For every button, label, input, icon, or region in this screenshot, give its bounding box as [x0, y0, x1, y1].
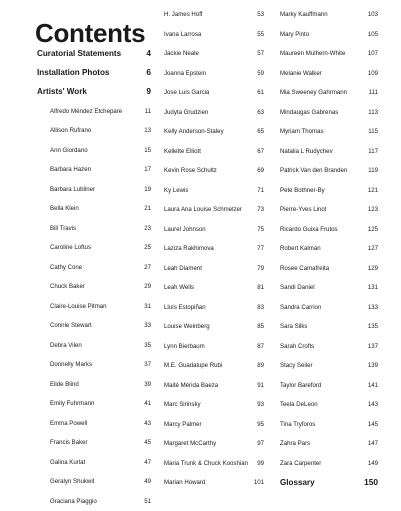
- toc-entry-title: Barbara Lubliner: [50, 185, 96, 193]
- toc-entry-title: Taylor Bareford: [280, 381, 322, 389]
- toc-entry: [280, 298, 378, 318]
- toc-entry: [37, 199, 151, 219]
- toc-entry-page-number: 9: [146, 86, 151, 97]
- toc-entry: [280, 44, 378, 64]
- toc-entry: [280, 454, 378, 474]
- toc-entry: [280, 278, 378, 298]
- toc-entry: [164, 64, 264, 84]
- toc-section-entry: [37, 82, 151, 101]
- toc-entry: [280, 376, 378, 396]
- toc-column-3: [280, 5, 378, 492]
- toc-entry-page-number: 139: [367, 362, 378, 369]
- toc-entry-page-number: 115: [368, 128, 378, 135]
- toc-entry-page-number: 93: [257, 401, 264, 408]
- toc-entry: [37, 433, 151, 453]
- toc-entry-title: Sara Silks: [280, 323, 308, 330]
- toc-entry-page-number: 83: [257, 303, 264, 311]
- toc-entry-title: Laura Ana Louise Schmelzer: [164, 206, 242, 213]
- toc-entry-page-number: 15: [144, 146, 151, 154]
- toc-entry-title: Ann Giordano: [50, 146, 88, 154]
- toc-entry: [280, 356, 378, 376]
- toc-entry-title: H. James Hoff: [164, 11, 203, 18]
- toc-entry: [164, 200, 264, 220]
- toc-entry-page-number: 41: [144, 400, 151, 408]
- toc-entry: [280, 317, 378, 337]
- toc-entry: [280, 239, 378, 259]
- toc-entry-title: Curatorial Statements: [37, 49, 122, 58]
- toc-entry: [164, 454, 264, 474]
- toc-entry-page-number: 63: [257, 108, 264, 116]
- toc-entry: [37, 453, 151, 473]
- toc-entry-page-number: 123: [367, 206, 378, 213]
- toc-entry-page-number: 103: [367, 11, 378, 18]
- toc-entry-page-number: 75: [257, 225, 264, 233]
- toc-entry: [164, 415, 264, 435]
- toc-entry-title: Maureen Mulhern-White: [280, 50, 346, 57]
- toc-entry-title: Connie Stewart: [50, 322, 92, 330]
- toc-column-1: [37, 44, 151, 511]
- toc-entry: [37, 336, 151, 356]
- toc-entry-title: Sarah Crofts: [280, 342, 315, 350]
- toc-entry: [164, 103, 264, 123]
- toc-entry-title: Judyta Grudzien: [164, 108, 209, 116]
- toc-entry-page-number: 137: [367, 342, 378, 350]
- toc-entry-page-number: 141: [367, 381, 378, 389]
- toc-entry: [37, 492, 151, 511]
- toc-section-entry: [280, 473, 378, 492]
- toc-entry-page-number: 31: [144, 302, 151, 310]
- toc-entry-page-number: 33: [144, 322, 151, 330]
- toc-entry: [37, 277, 151, 297]
- toc-entry: [164, 317, 264, 337]
- toc-entry: [164, 376, 264, 396]
- toc-entry: [164, 259, 264, 279]
- toc-entry: [164, 122, 264, 142]
- toc-entry-page-number: 11: [144, 107, 151, 115]
- toc-entry-title: Louise Weinberg: [164, 323, 210, 330]
- toc-entry-page-number: 127: [367, 245, 378, 252]
- toc-entry-page-number: 97: [257, 440, 264, 447]
- toc-section-entry: [37, 63, 151, 82]
- toc-entry-page-number: 61: [257, 89, 264, 96]
- toc-entry-title: Maité Mérida Baeza: [164, 381, 219, 389]
- toc-entry-title: Elide Blind: [50, 380, 79, 388]
- toc-entry: [280, 103, 378, 123]
- toc-entry: [37, 160, 151, 180]
- toc-entry-page-number: 149: [367, 459, 378, 467]
- toc-entry: [280, 415, 378, 435]
- toc-entry-title: Marian Howard: [164, 479, 206, 486]
- toc-entry-page-number: 4: [146, 48, 151, 58]
- toc-column-2: [164, 5, 264, 493]
- toc-entry-title: Artists' Work: [37, 87, 87, 97]
- toc-entry-title: Leah Diament: [164, 264, 202, 272]
- toc-entry-page-number: 135: [367, 323, 378, 330]
- toc-entry-title: Geralyn Shukwit: [50, 478, 95, 486]
- toc-section-entry: [37, 44, 151, 63]
- toc-entry-page-number: 143: [367, 401, 378, 408]
- toc-entry: [164, 83, 264, 103]
- toc-entry-page-number: 89: [257, 362, 264, 369]
- toc-entry-page-number: 129: [367, 264, 378, 272]
- toc-entry-page-number: 25: [144, 244, 151, 252]
- toc-entry-title: Margaret McCarthy: [164, 440, 217, 447]
- toc-entry: [164, 473, 264, 493]
- toc-entry-title: Marcy Palmer: [164, 420, 202, 428]
- toc-entry-title: Myriam Thomas: [280, 128, 324, 135]
- toc-entry-page-number: 81: [257, 284, 264, 291]
- toc-entry-title: Glossary: [280, 478, 315, 487]
- toc-entry-title: Lluís Estopiñan: [164, 303, 206, 311]
- toc-entry-page-number: 57: [257, 50, 264, 57]
- toc-entry-title: Graciana Piaggio: [50, 497, 97, 505]
- toc-entry-title: Ricardo Guixa Frutos: [280, 225, 338, 233]
- toc-entry-title: Ky Lewis: [164, 186, 189, 194]
- toc-entry: [37, 316, 151, 336]
- toc-entry-title: Sandra Carrion: [280, 303, 322, 311]
- toc-entry: [37, 414, 151, 434]
- toc-entry: [280, 395, 378, 415]
- toc-entry-title: M.E. Guadalupe Rubi: [164, 362, 223, 369]
- toc-entry: [164, 356, 264, 376]
- toc-entry-title: Kevin Rose Schultz: [164, 167, 217, 174]
- toc-entry: [280, 220, 378, 240]
- toc-entry-page-number: 85: [257, 323, 264, 330]
- toc-entry: [164, 337, 264, 357]
- toc-entry-page-number: 37: [144, 361, 151, 369]
- toc-entry: [280, 259, 378, 279]
- toc-entry-title: Emily Fuhrmann: [50, 400, 95, 408]
- toc-entry-title: Mindaugas Gabrenas: [280, 108, 339, 116]
- toc-entry-title: Mary Pinto: [280, 30, 310, 38]
- toc-entry: [164, 220, 264, 240]
- toc-entry-page-number: 147: [367, 440, 378, 447]
- toc-entry-page-number: 109: [367, 69, 378, 77]
- toc-entry-page-number: 19: [144, 185, 151, 193]
- toc-entry-title: Bella Klein: [50, 205, 79, 213]
- toc-entry-page-number: 67: [257, 147, 264, 155]
- toc-entry-title: Pierre-Yves Linot: [280, 206, 327, 213]
- toc-entry-page-number: 43: [144, 419, 151, 427]
- toc-entry-title: Stacy Seiler: [280, 362, 313, 369]
- toc-entry: [37, 238, 151, 258]
- toc-entry-page-number: 145: [367, 420, 378, 428]
- toc-entry-title: Ivana Larrosa: [164, 30, 202, 38]
- toc-entry-title: Mia Sweeney Gahrmann: [280, 89, 348, 96]
- toc-entry-page-number: 131: [367, 284, 378, 291]
- toc-entry-title: Cathy Cone: [50, 263, 83, 271]
- toc-entry-page-number: 150: [364, 477, 378, 487]
- toc-entry: [37, 355, 151, 375]
- toc-entry: [37, 102, 151, 122]
- toc-entry: [164, 434, 264, 454]
- toc-entry-title: Installation Photos: [37, 68, 110, 78]
- toc-entry: [280, 200, 378, 220]
- toc-entry-page-number: 125: [367, 225, 378, 233]
- toc-entry: [37, 121, 151, 141]
- toc-entry-page-number: 51: [144, 497, 151, 505]
- toc-entry-title: Galina Kurlat: [50, 458, 86, 466]
- toc-entry-page-number: 101: [253, 479, 264, 486]
- toc-entry-page-number: 91: [257, 381, 264, 389]
- toc-entry: [37, 258, 151, 278]
- toc-entry-page-number: 119: [368, 167, 378, 174]
- toc-entry-page-number: 27: [144, 263, 151, 271]
- toc-entry-title: Debra Vilen: [50, 341, 82, 349]
- toc-entry-page-number: 45: [144, 439, 151, 447]
- toc-entry-page-number: 55: [257, 30, 264, 38]
- toc-entry-page-number: 59: [257, 69, 264, 77]
- toc-entry-page-number: 69: [257, 167, 264, 174]
- toc-entry-title: Laziza Rakhimova: [164, 245, 214, 252]
- toc-entry-title: Marc Sirinsky: [164, 401, 201, 408]
- toc-entry-title: Claire-Louise Pitman: [50, 302, 107, 310]
- toc-entry-title: Maria Trunk & Chuck Kooshian: [164, 459, 248, 467]
- toc-entry-page-number: 35: [144, 341, 151, 349]
- toc-entry-title: Alfredo Méndez Etchepare: [50, 107, 123, 115]
- toc-entry: [280, 64, 378, 84]
- toc-entry-page-number: 13: [144, 127, 151, 135]
- toc-entry-title: Zara Carpenter: [280, 459, 322, 467]
- toc-entry: [37, 394, 151, 414]
- toc-entry-title: Zahra Pars: [280, 440, 311, 447]
- toc-entry-page-number: 47: [144, 458, 151, 466]
- toc-entry-title: Robert Kalman: [280, 245, 321, 252]
- toc-entry-title: Donnelly Marks: [50, 361, 92, 369]
- toc-entry: [37, 180, 151, 200]
- toc-entry: [280, 434, 378, 454]
- toc-entry-title: Joanna Epstein: [164, 69, 207, 77]
- toc-entry-page-number: 65: [257, 128, 264, 135]
- toc-entry-title: Pete Bothner-By: [280, 186, 325, 194]
- toc-entry-page-number: 79: [257, 264, 264, 272]
- toc-entry-title: Teela DeLeon: [280, 401, 318, 408]
- toc-entry: [280, 5, 378, 25]
- toc-entry: [37, 219, 151, 239]
- toc-entry-page-number: 23: [144, 224, 151, 232]
- toc-entry: [164, 298, 264, 318]
- toc-entry-title: Melanie Walker: [280, 69, 322, 77]
- toc-entry: [164, 44, 264, 64]
- toc-entry-title: Marky Kauffmann: [280, 11, 328, 18]
- toc-entry-title: Sandi Daniel: [280, 284, 315, 291]
- toc-entry: [37, 297, 151, 317]
- toc-entry-title: Patrick Van den Branden: [280, 167, 348, 174]
- toc-entry-title: Bill Travis: [50, 224, 77, 232]
- toc-entry-title: Allison Rufrano: [50, 127, 92, 135]
- toc-entry-page-number: 105: [367, 30, 378, 38]
- toc-entry: [280, 142, 378, 162]
- toc-entry: [164, 142, 264, 162]
- toc-entry: [280, 181, 378, 201]
- toc-entry-page-number: 77: [257, 245, 264, 252]
- toc-entry: [280, 161, 378, 181]
- toc-entry: [164, 395, 264, 415]
- page-title: Contents: [35, 18, 146, 48]
- toc-entry-title: Rosee Camafreita: [280, 264, 330, 272]
- toc-entry-page-number: 49: [144, 478, 151, 486]
- toc-entry: [37, 141, 151, 161]
- toc-entry: [37, 375, 151, 395]
- toc-entry-page-number: 133: [367, 303, 378, 311]
- toc-entry-title: Francis Baker: [50, 439, 88, 447]
- toc-entry-title: Lynn Bierbaum: [164, 342, 205, 350]
- toc-entry-page-number: 29: [144, 283, 151, 291]
- toc-entry-page-number: 99: [257, 459, 264, 467]
- toc-entry-page-number: 113: [368, 108, 378, 116]
- toc-entry: [280, 25, 378, 45]
- toc-entry: [164, 278, 264, 298]
- toc-entry: [280, 337, 378, 357]
- toc-entry: [164, 181, 264, 201]
- toc-entry-page-number: 53: [257, 11, 264, 18]
- toc-entry: [164, 239, 264, 259]
- toc-entry-title: Tina Tryforos: [280, 420, 316, 428]
- toc-entry-page-number: 107: [367, 50, 378, 57]
- toc-entry-title: Emma Powell: [50, 419, 88, 427]
- toc-entry-page-number: 17: [144, 166, 151, 174]
- toc-entry-title: Natalia L Rudychev: [280, 147, 333, 155]
- toc-entry-title: Caroline Loftus: [50, 244, 91, 252]
- toc-entry-title: Kellette Elliott: [164, 147, 201, 155]
- toc-entry: [164, 161, 264, 181]
- toc-entry-page-number: 73: [257, 206, 264, 213]
- toc-entry: [164, 25, 264, 45]
- toc-entry-title: Jose Luis Garcia: [164, 89, 210, 96]
- toc-entry-title: Chuck Baker: [50, 283, 85, 291]
- toc-entry-page-number: 117: [368, 147, 378, 155]
- toc-entry-title: Barbara Hazen: [50, 166, 91, 174]
- toc-entry-title: Laurel Johnson: [164, 225, 206, 233]
- toc-entry: [280, 122, 378, 142]
- toc-entry-page-number: 121: [367, 186, 378, 194]
- toc-entry: [280, 83, 378, 103]
- toc-entry: [37, 472, 151, 492]
- toc-entry-page-number: 111: [368, 89, 378, 96]
- toc-entry-title: Kelly Anderson-Staley: [164, 128, 224, 135]
- toc-entry-page-number: 21: [144, 205, 151, 213]
- toc-entry-title: Jackie Neale: [164, 50, 199, 57]
- toc-entry-page-number: 71: [257, 186, 264, 194]
- toc-entry-page-number: 6: [146, 67, 151, 78]
- toc-entry-title: Leah Wells: [164, 284, 195, 291]
- toc-entry-page-number: 87: [257, 342, 264, 350]
- toc-entry-page-number: 39: [144, 380, 151, 388]
- toc-entry-page-number: 95: [257, 420, 264, 428]
- toc-entry: [164, 5, 264, 25]
